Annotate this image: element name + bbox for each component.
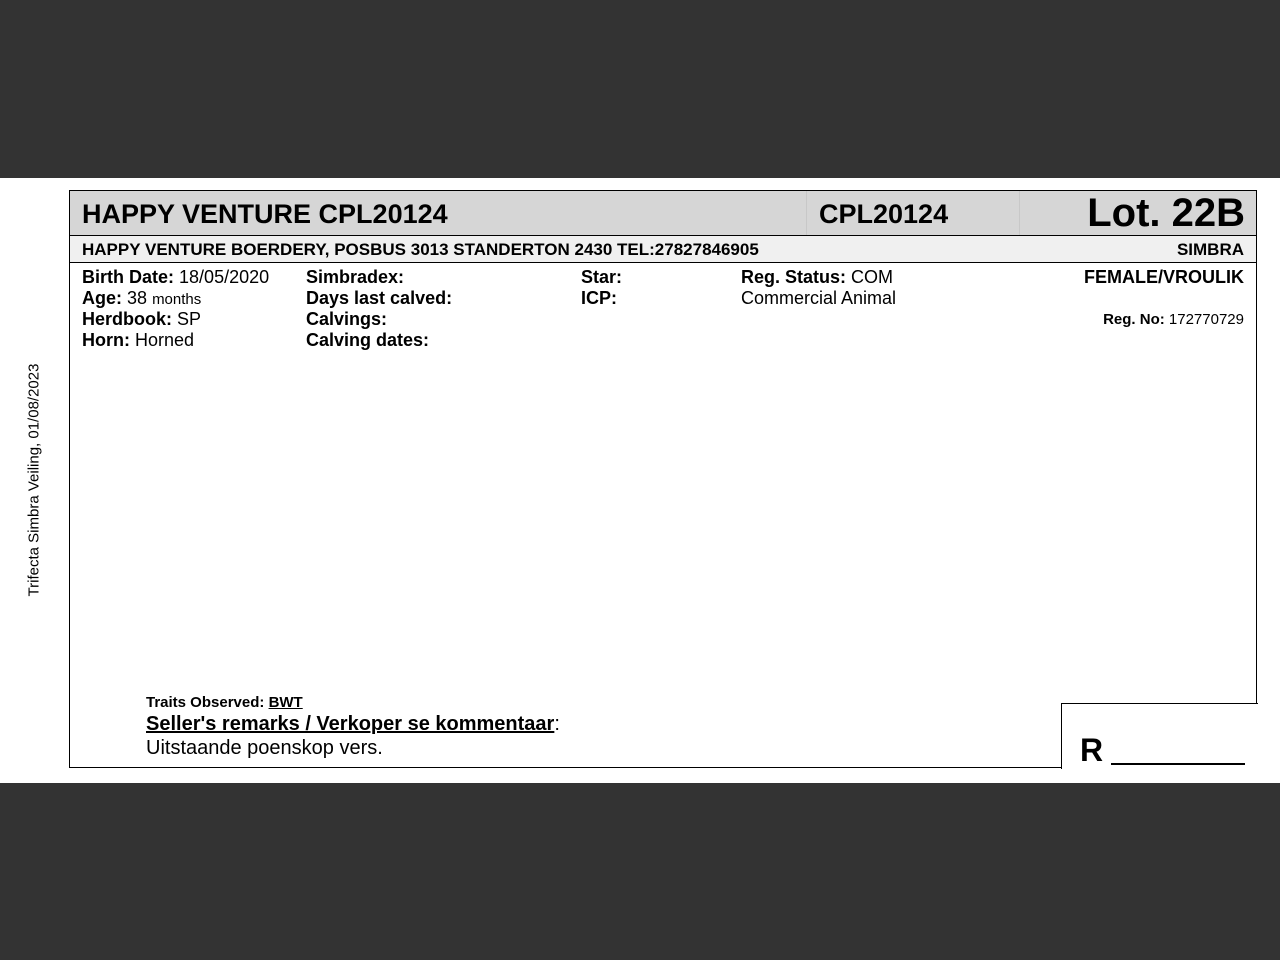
remarks-heading-colon: :: [554, 713, 560, 735]
birth-date-label: Birth Date:: [82, 267, 175, 287]
breed: SIMBRA: [1176, 240, 1244, 259]
side-note: Trifecta Simbra Veiling, 01/08/2023: [25, 363, 43, 597]
animal-code: CPL20124: [819, 199, 949, 229]
header-code-cell: [806, 191, 1019, 235]
star-label: Star:: [581, 267, 623, 287]
reg-status-description: Commercial Animal: [741, 288, 897, 308]
reg-no-label: Reg. No:: [1103, 311, 1165, 328]
herdbook-field: [82, 309, 201, 330]
reg-status-field: [741, 267, 893, 288]
simbradex-field: [306, 267, 404, 288]
birth-date-field: [82, 267, 269, 288]
lot-card: [69, 190, 1257, 768]
calvings-label: Calvings:: [306, 309, 388, 329]
lot-number: Lot. 22B: [1087, 191, 1245, 235]
reg-no-value: 172770729: [1168, 311, 1244, 328]
icp-label: ICP:: [581, 288, 617, 308]
days-last-calved-field: [306, 288, 452, 309]
reg-status-value: COM: [851, 267, 894, 287]
owner-row: [70, 236, 1256, 263]
age-field: [82, 288, 201, 310]
calving-dates-field: [306, 330, 429, 351]
traits-label: Traits Observed:: [146, 694, 265, 711]
birth-date-value: 18/05/2020: [179, 267, 270, 287]
header-title-cell: [70, 191, 805, 235]
herdbook-label: Herdbook:: [82, 309, 172, 329]
horn-value: Horned: [135, 330, 195, 350]
herdbook-value: SP: [177, 309, 202, 329]
owner-details: HAPPY VENTURE BOERDERY, POSBUS 3013 STANDERTON 2430 TEL:27827846905: [82, 240, 759, 259]
age-unit: months: [152, 291, 202, 308]
age-label: Age:: [82, 288, 122, 308]
header-row: [70, 191, 1256, 236]
days-last-calved-label: Days last calved:: [306, 288, 453, 308]
price-entry-line[interactable]: [1111, 763, 1245, 765]
remarks-heading-text: Seller's remarks / Verkoper se kommentaar: [146, 713, 555, 735]
traits-observed: [146, 694, 303, 711]
horn-field: [82, 330, 194, 351]
icp-field: [581, 288, 617, 309]
header-lot-cell: [1019, 191, 1257, 235]
remarks-text: Uitstaande poenskop vers.: [146, 737, 383, 759]
horn-label: Horn:: [82, 330, 130, 350]
calving-dates-label: Calving dates:: [306, 330, 430, 350]
calvings-field: [306, 309, 387, 330]
traits-value: BWT: [268, 694, 303, 711]
sex: FEMALE/VROULIK: [1084, 267, 1244, 287]
reg-no-field: [1103, 309, 1244, 330]
remarks-heading: [146, 713, 560, 736]
price-currency: R: [1080, 732, 1104, 768]
star-field: [581, 267, 622, 288]
age-value: 38: [127, 288, 148, 308]
price-box: [1061, 703, 1258, 769]
animal-title: HAPPY VENTURE CPL20124: [82, 199, 448, 229]
reg-status-label: Reg. Status:: [741, 267, 847, 287]
simbradex-label: Simbradex:: [306, 267, 405, 287]
